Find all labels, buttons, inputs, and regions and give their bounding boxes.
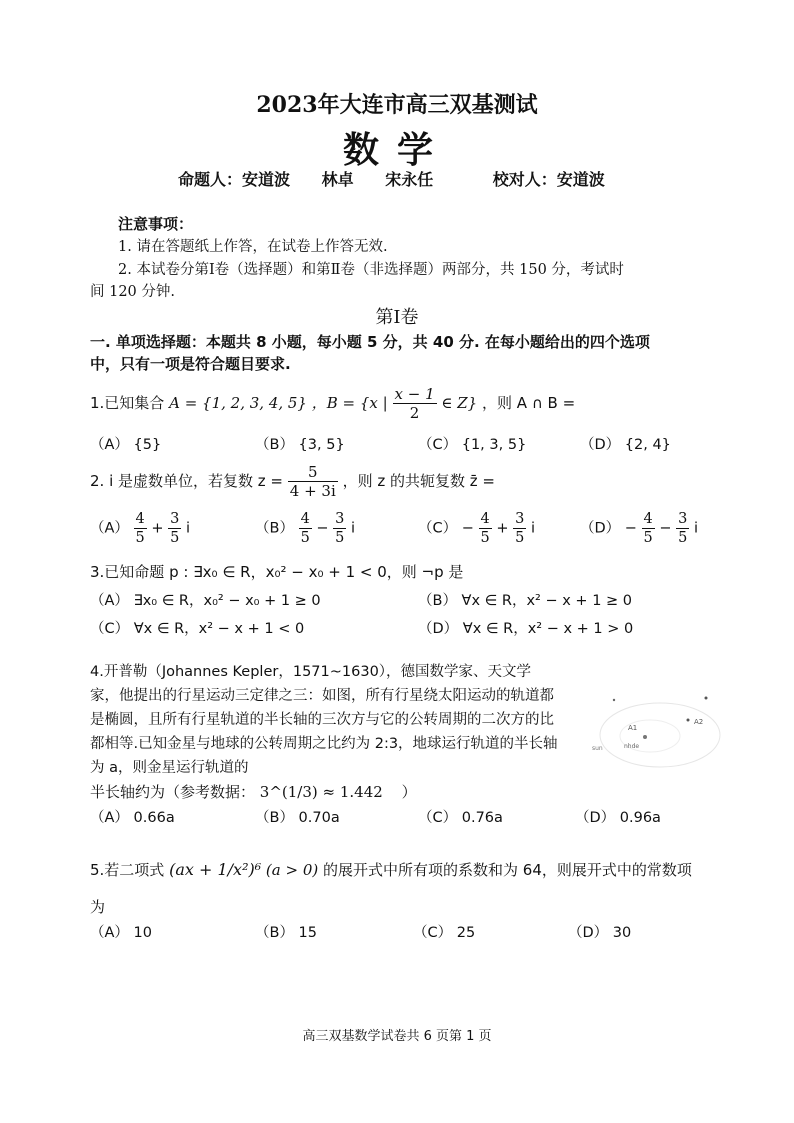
q2-a-label: （A） xyxy=(90,520,129,537)
q2-a-d2: 5 xyxy=(170,530,180,546)
q2-b-n1: 4 xyxy=(300,511,310,527)
q2-c-imag: i xyxy=(530,520,535,537)
figure-label-sun: sun xyxy=(592,745,603,752)
q1-prefix: 1.已知集合 xyxy=(90,394,170,412)
q5-expression: (ax + 1/x²)⁶ xyxy=(169,860,262,879)
q1-option-a: （A） {5} xyxy=(90,437,162,453)
q2-option-b xyxy=(255,510,355,547)
subject-title: 数学 xyxy=(342,129,451,171)
authors-line xyxy=(178,167,631,190)
q1-frac-num: x − 1 xyxy=(394,385,435,403)
notice-item-2: 2. 本试卷分第Ⅰ卷（选择题）和第Ⅱ卷（非选择题）两部分，共 150 分，考试时 xyxy=(118,262,624,278)
q3-option-b: （B） ∀x ∈ R，x² − x + 1 ≥ 0 xyxy=(418,593,633,609)
q2-d-d1: 5 xyxy=(643,530,653,546)
q2-a-d1: 5 xyxy=(135,530,145,546)
q1-set-b-pre: ，B = {x | xyxy=(311,394,388,412)
q3-option-d: （D） ∀x ∈ R，x² − x + 1 > 0 xyxy=(418,621,634,637)
question-1 xyxy=(90,385,575,422)
q4-ref-value: 3^(1/3) ≈ 1.442 xyxy=(259,783,383,801)
q2-d-op: − xyxy=(659,520,672,537)
orbit-diagram xyxy=(588,680,728,790)
q2-d-label: （D） xyxy=(580,520,621,537)
sun-dot xyxy=(643,735,647,739)
q2-c-op: + xyxy=(496,520,509,537)
q2-a-n1: 4 xyxy=(135,511,145,527)
q5-condition: (a > 0) xyxy=(265,861,319,879)
q1-suffix: ，则 A ∩ B = xyxy=(482,394,576,412)
q2-c-n1: 4 xyxy=(480,511,490,527)
q2-b-d2: 5 xyxy=(335,530,345,546)
q1-set-b-post: ∈ Z} xyxy=(441,394,478,412)
q4-option-a: （A） 0.66a xyxy=(90,810,175,826)
q2-d-n1: 4 xyxy=(643,511,653,527)
question-5 xyxy=(90,859,692,880)
q2-frac-num: 5 xyxy=(288,463,338,482)
q1-option-c: （C） {1, 3, 5} xyxy=(418,437,527,453)
part1-instructions: 一. 单项选择题：本题共 8 小题，每小题 5 分，共 40 分. 在每小题给出的四个选项 xyxy=(90,333,650,351)
author-2: 林卓 xyxy=(321,170,354,189)
q2-suffix: ，则 z 的共轭复数 z̄ = xyxy=(342,472,495,490)
figure-label-a2: A2 xyxy=(694,718,704,726)
question-3: 3.已知命题 p : ∃x₀ ∈ R，x₀² − x₀ + 1 < 0，则 ¬p 是 xyxy=(90,563,464,581)
q2-fraction xyxy=(288,463,338,500)
q1-option-d: （D） {2, 4} xyxy=(580,437,671,453)
question-2 xyxy=(90,463,495,500)
q2-b-label: （B） xyxy=(255,520,294,537)
q1-option-b: （B） {3, 5} xyxy=(255,437,345,453)
q2-frac-den: 4 + 3i xyxy=(289,482,336,500)
orbit-figure xyxy=(588,680,728,790)
q4-ref-close: ） xyxy=(401,783,417,801)
q2-b-op: − xyxy=(316,520,329,537)
q2-c-label: （C） xyxy=(418,520,458,537)
page-footer: 高三双基数学试卷共 6 页第 1 页 xyxy=(302,1029,492,1044)
q1-set-a: A = {1, 2, 3, 4, 5} xyxy=(169,394,307,412)
figure-label-nhde: nhde xyxy=(624,743,640,750)
q3-option-a: （A） ∃x₀ ∈ R，x₀² − x₀ + 1 ≥ 0 xyxy=(90,593,321,609)
question-4: 4.开普勒（Johannes Kepler，1571~1630），德国数学家、天文学家，他提出的行星运动三定律之三：如图，所有行星绕太阳运动的轨道都是椭圆，且所有行星轨道的半长轴的三次方与它的公转周期的二次方的比都相等.已知金星与地球的公转周期之比约为 2:3，地球运行轨道的半长轴为 a，则金星运行轨道的 xyxy=(90,664,558,776)
q2-option-d xyxy=(580,510,698,547)
q4-ref-label: 半长轴约为（参考数据： xyxy=(90,783,256,801)
checker: 校对人：安道波 xyxy=(492,170,605,189)
q2-b-n2: 3 xyxy=(335,511,345,527)
q2-c-n2: 3 xyxy=(515,511,525,527)
q2-option-c xyxy=(418,510,535,547)
q2-prefix: 2. i 是虚数单位，若复数 z = xyxy=(90,472,283,490)
author-3: 宋永任 xyxy=(385,170,434,189)
q2-a-n2: 3 xyxy=(170,511,180,527)
q5-prefix: 5.若二项式 xyxy=(90,861,165,879)
q2-b-imag: i xyxy=(351,520,356,537)
q1-frac-den: 2 xyxy=(409,404,420,422)
q2-c-d1: 5 xyxy=(480,530,490,546)
exam-title: 2023年大连市高三双基测试 xyxy=(256,92,538,118)
q2-a-imag: i xyxy=(185,520,191,537)
q4-option-d: （D） 0.96a xyxy=(575,810,661,826)
author-1: 命题人：安道波 xyxy=(178,170,291,189)
q1-fraction xyxy=(393,385,437,422)
q5-option-a: （A） 10 xyxy=(90,925,152,941)
section-title: 第Ⅰ卷 xyxy=(375,307,419,328)
q5-option-c: （C） 25 xyxy=(413,925,476,941)
q2-d-sign: − xyxy=(624,520,637,537)
q5-line2: 为 xyxy=(90,898,106,916)
q2-a-op: + xyxy=(151,520,164,537)
notice-item-2-cont: 间 120 分钟. xyxy=(90,284,176,300)
q2-option-a xyxy=(90,510,190,547)
part1-instructions-cont: 中，只有一项是符合题目要求. xyxy=(90,355,291,373)
figure-label-a1: A1 xyxy=(628,724,638,732)
q5-option-d: （D） 30 xyxy=(568,925,632,941)
q5-suffix: 的展开式中所有项的系数和为 64，则展开式中的常数项 xyxy=(323,861,692,879)
q2-b-d1: 5 xyxy=(300,530,310,546)
q2-d-d2: 5 xyxy=(678,530,688,546)
q4-option-b: （B） 0.70a xyxy=(255,810,340,826)
q2-c-sign: − xyxy=(461,520,474,537)
q2-d-imag: i xyxy=(694,520,699,537)
q4-option-c: （C） 0.76a xyxy=(418,810,503,826)
q4-ref-line xyxy=(90,781,417,802)
q2-c-d2: 5 xyxy=(515,530,525,546)
q5-option-b: （B） 15 xyxy=(255,925,318,941)
notice-title: 注意事项： xyxy=(118,215,194,233)
q2-d-n2: 3 xyxy=(678,511,688,527)
notice-item-1: 1. 请在答题纸上作答，在试卷上作答无效. xyxy=(118,239,388,255)
q3-option-c: （C） ∀x ∈ R，x² − x + 1 < 0 xyxy=(90,621,305,637)
